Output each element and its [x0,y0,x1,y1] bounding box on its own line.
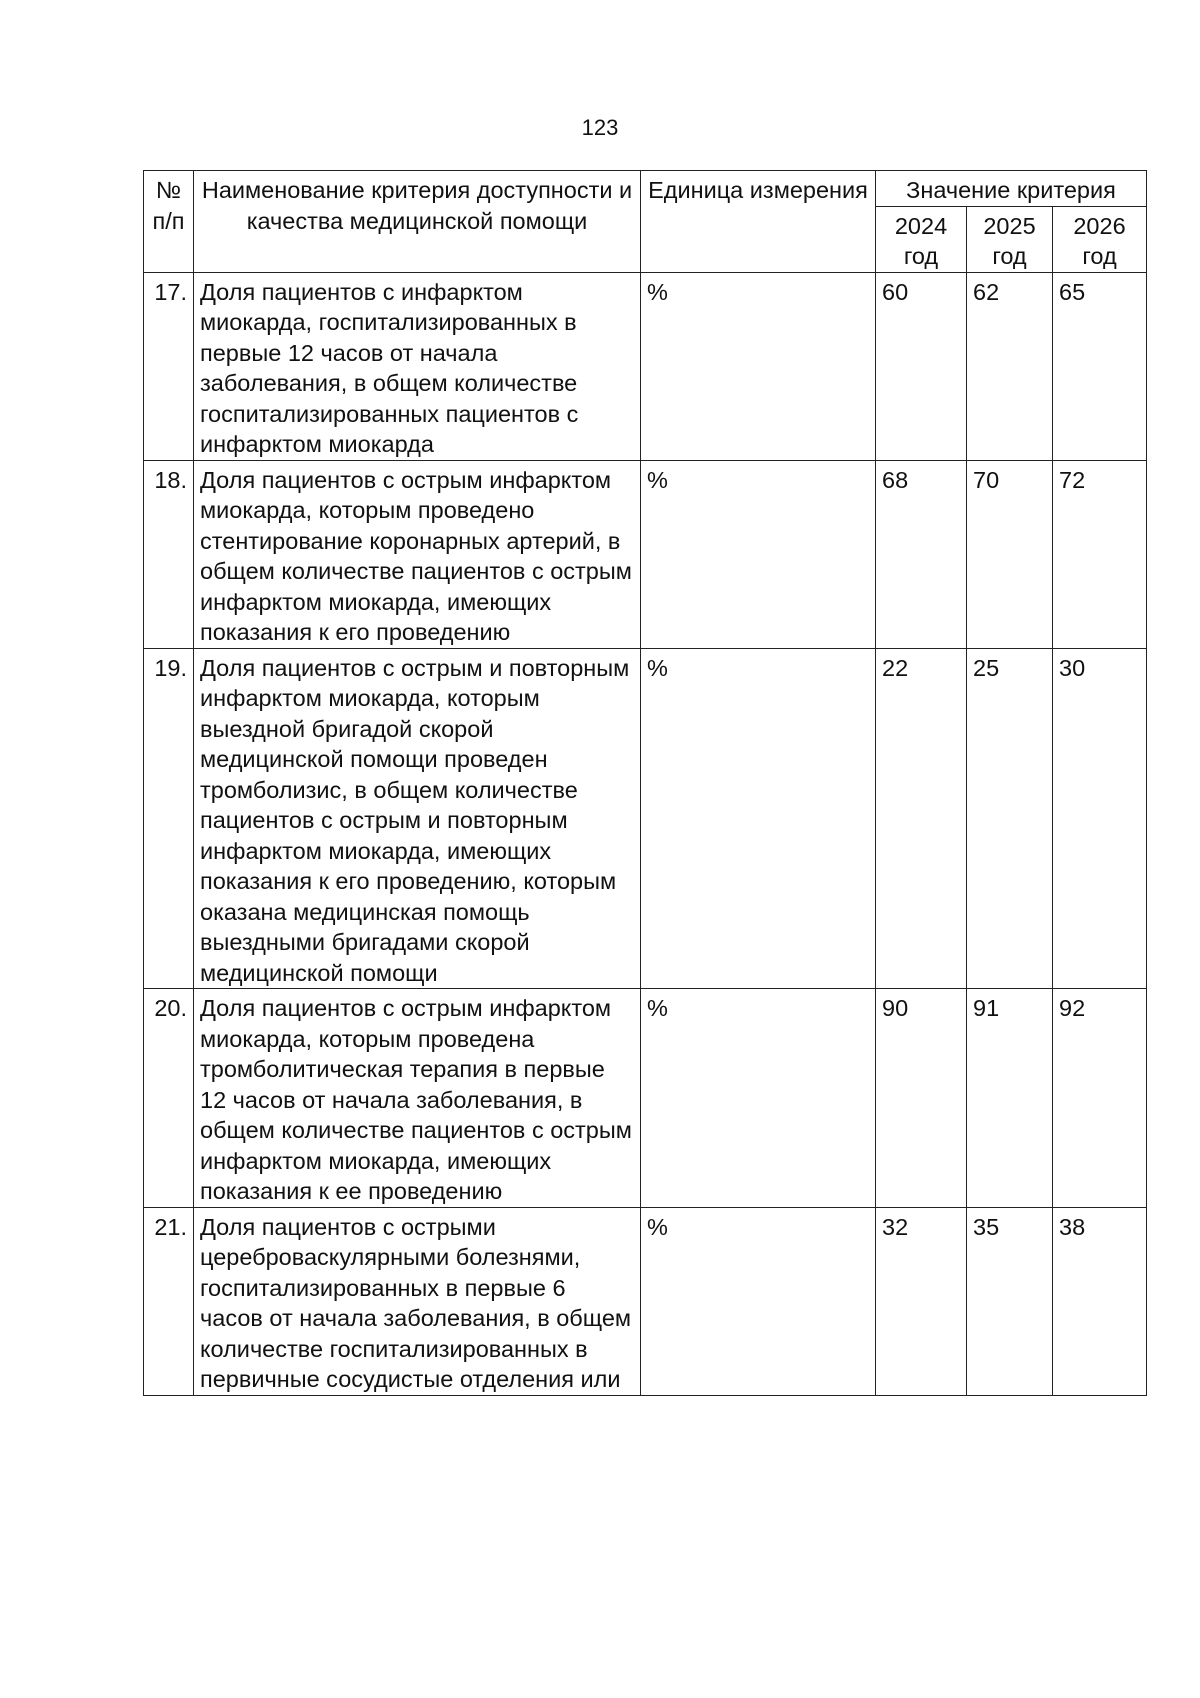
header-year-2024: 2024 год [876,206,967,272]
table-row [144,1207,1147,1395]
criterion-name: Доля пациентов с острым инфарктом миокарда, которым проведено стентирование коронарных артерий, в общем количестве пациентов с острым инфарктом миокарда, имеющих показания к его проведению [194,460,641,648]
value-2025: 91 [967,989,1053,1208]
criteria-table [143,170,1147,1396]
table-row [144,648,1147,989]
value-2026: 65 [1053,272,1147,460]
value-2024: 60 [876,272,967,460]
value-2025: 35 [967,1207,1053,1395]
unit-cell: % [641,1207,876,1395]
page-number: 123 [581,115,619,140]
row-number: 20. [144,989,194,1208]
criterion-name: Доля пациентов с острыми цереброваскулярными болезнями, госпитализированных в первые 6 часов от начала заболевания, в общем количестве госпитализированных в первичные сосудистые отделения или [194,1207,641,1395]
criterion-name: Доля пациентов с острым и повторным инфарктом миокарда, которым выездной бригадой скорой медицинской помощи проведен тромболизис, в общем количестве пациентов с острым и повторным инфарктом миокарда, имеющих показания к его проведению, которым оказана медицинская помощь выездными бригадами скорой медицинской помощи [194,648,641,989]
table-row [144,989,1147,1208]
unit-cell: % [641,648,876,989]
unit-cell: % [641,272,876,460]
header-values: Значение критерия [876,171,1147,207]
value-2026: 38 [1053,1207,1147,1395]
criterion-name: Доля пациентов с инфарктом миокарда, госпитализированных в первые 12 часов от начала заболевания, в общем количестве госпитализированных пациентов с инфарктом миокарда [194,272,641,460]
row-number: 18. [144,460,194,648]
value-2024: 22 [876,648,967,989]
value-2024: 90 [876,989,967,1208]
value-2026: 92 [1053,989,1147,1208]
value-2026: 72 [1053,460,1147,648]
value-2024: 32 [876,1207,967,1395]
value-2025: 25 [967,648,1053,989]
row-number: 19. [144,648,194,989]
unit-cell: % [641,460,876,648]
value-2024: 68 [876,460,967,648]
header-year-2026: 2026 год [1053,206,1147,272]
row-number: 21. [144,1207,194,1395]
header-year-2025: 2025 год [967,206,1053,272]
value-2025: 70 [967,460,1053,648]
table-row [144,460,1147,648]
criterion-name: Доля пациентов с острым инфарктом миокарда, которым проведена тромболитическая терапия в первые 12 часов от начала заболевания, в общем количестве пациентов с острым инфарктом миокарда, имеющих показания к ее проведению [194,989,641,1208]
header-num: № п/п [144,171,194,273]
table-row [144,272,1147,460]
header-name: Наименование критерия доступности и качества медицинской помощи [194,171,641,273]
value-2026: 30 [1053,648,1147,989]
header-row [144,171,1147,207]
value-2025: 62 [967,272,1053,460]
unit-cell: % [641,989,876,1208]
header-unit: Единица измерения [641,171,876,273]
row-number: 17. [144,272,194,460]
